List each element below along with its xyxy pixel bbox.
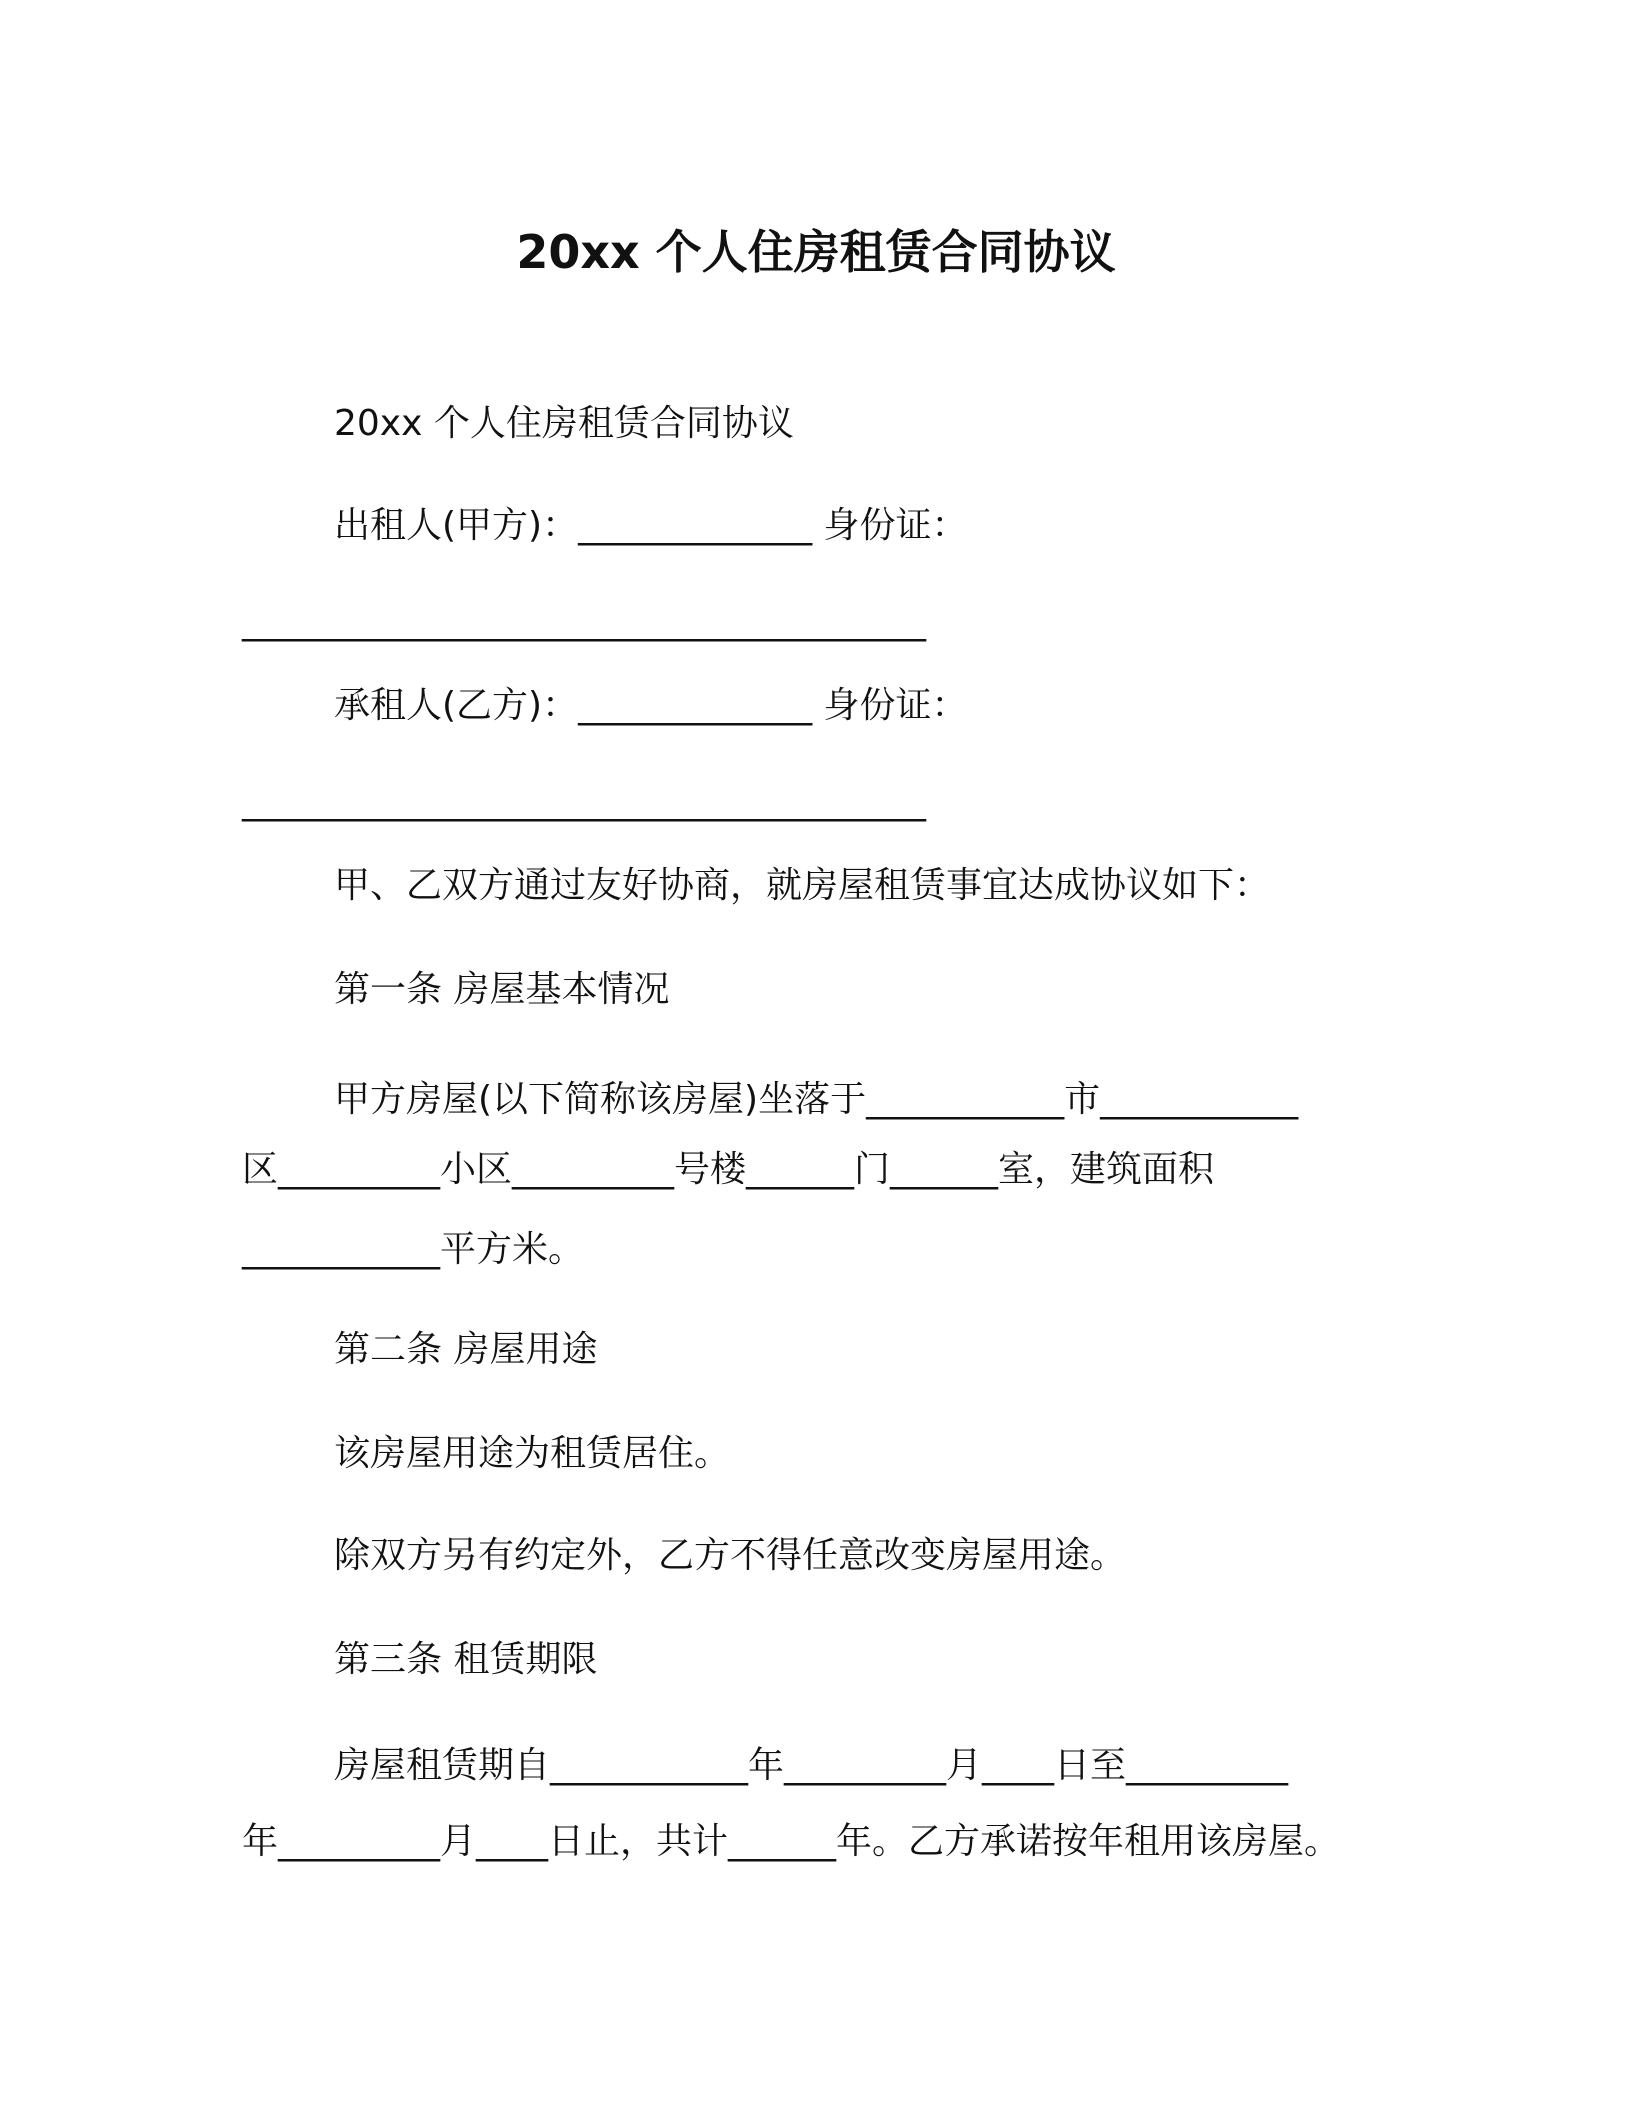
article-3-heading: 第三条 租赁期限 [334, 1639, 598, 1680]
article-1-text-line-3: ___________平方米。 [242, 1229, 585, 1270]
article-2-text-line-1: 该房屋用途为租赁居住。 [334, 1433, 731, 1474]
article-1-heading: 第一条 房屋基本情况 [334, 969, 670, 1010]
article-2-text-line-2: 除双方另有约定外，乙方不得任意改变房屋用途。 [334, 1535, 1127, 1576]
lessor-id-blank-line: ______________________________________ [242, 601, 926, 642]
document-title: 20xx 个人住房租赁合同协议 [516, 225, 1116, 279]
lessee-line: 承租人(乙方)：_____________ 身份证： [334, 685, 968, 726]
agreement-intro-line: 甲、乙双方通过友好协商，就房屋租赁事宜达成协议如下： [334, 865, 1271, 906]
article-2-heading: 第二条 房屋用途 [334, 1329, 598, 1370]
lessee-id-blank-line: ______________________________________ [242, 781, 926, 822]
article-1-text-line-1: 甲方房屋(以下简称该房屋)坐落于___________市___________ [334, 1079, 1299, 1120]
article-3-text-line-1: 房屋租赁期自___________年_________月____日至_________ [334, 1745, 1289, 1786]
article-1-text-line-2: 区_________小区_________号楼______门______室，建筑面积 [242, 1149, 1215, 1190]
lessor-line: 出租人(甲方)：_____________ 身份证： [334, 505, 968, 546]
subtitle-line: 20xx 个人住房租赁合同协议 [334, 403, 794, 444]
article-3-text-line-2: 年_________月____日止，共计______年。乙方承诺按年租用该房屋。 [242, 1821, 1341, 1862]
